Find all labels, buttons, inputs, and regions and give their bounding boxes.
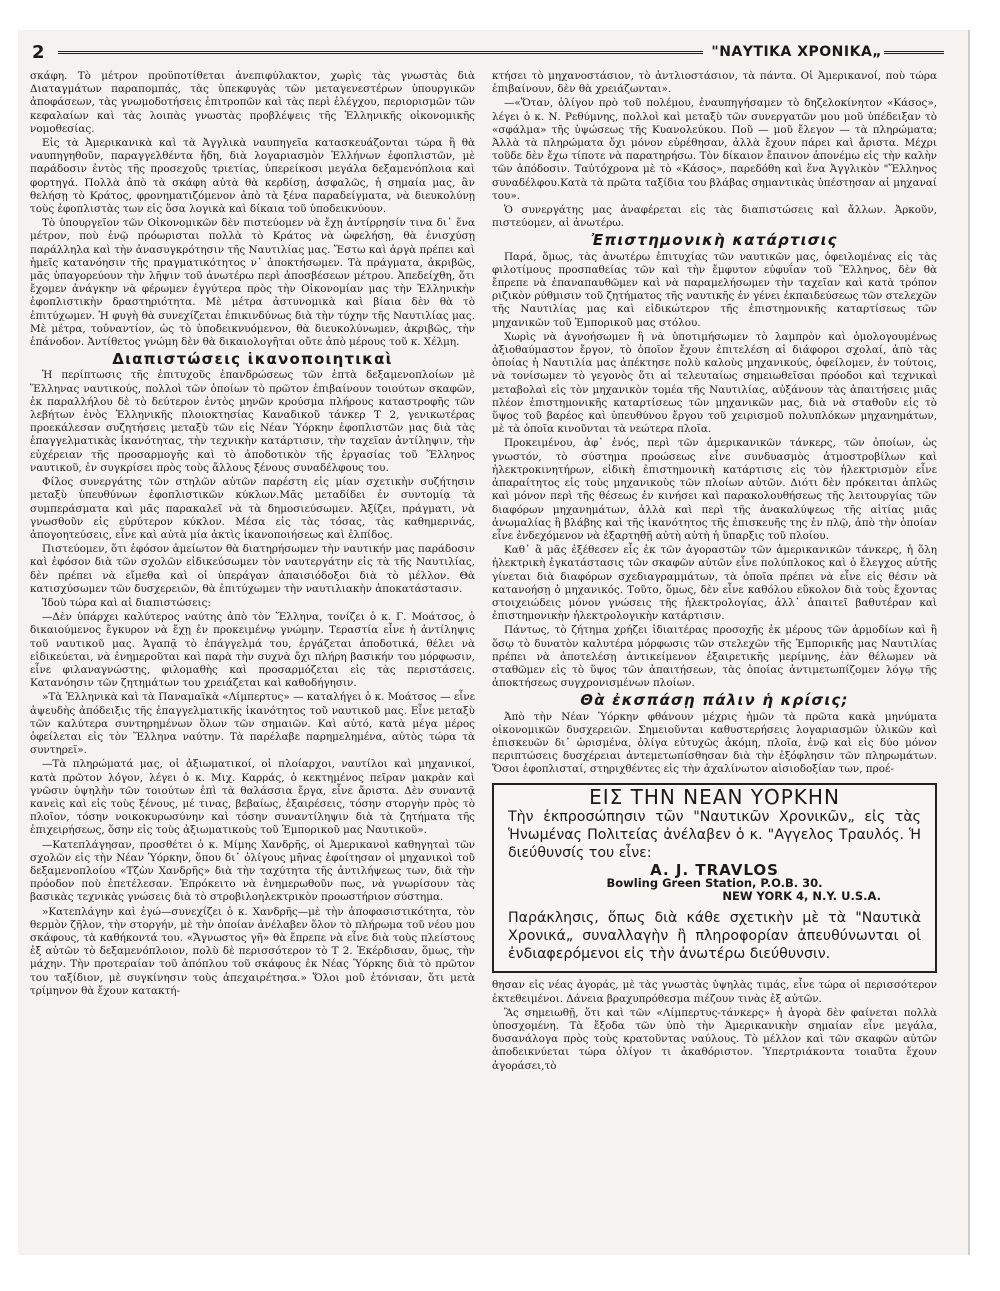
paragraph: —Κατεπλάγησαν, προσθέτει ὁ κ. Μίμης Χανδρῆς, οἱ Ἀμερικανοὶ καθηγηταὶ τῶν σχολῶν εἰς τὴν Νέαν Ὑόρκην, ὅπου δι᾽ ὀλίγους μῆνας ἐφοίτησαν οἱ μηχανικοὶ τοῦ δεξαμενοπλοίου «Τζὼν Χανδρῆς» διὰ τὴν ταχύτητα τῆς ἀντιλήψεως των, διὰ τὴν πρόοδον ποὺ ἐπετέλεσαν. Ἐπρόκειτο νὰ ἐνημερωθοῦν πως, νὰ γνωρίσουν τὰς βασικὰς τεχνικὰς γνώσεις διὰ τὸ στροβιλοηλεκτρικὸν προωστήριον σύστημα. [30,838,475,904]
paragraph: Πιστεύομεν, ὅτι ἐφόσον ἀμείωτον θὰ διατηρήσωμεν τὴν ναυτικήν μας παράδοσιν καὶ ἐφόσον διὰ τῶν σχολῶν εἰδικεύσωμεν τὸν ναυτεργάτην εἰς τὰ τῆς Ναυτιλίας, δὲν πρέπει νὰ εἴμεθα καὶ οἱ ὑπεράγαν ἀπαισιόδοξοι διὰ τὸ μέλλον. Θὰ κατισχύσωμεν τῶν δυσχερειῶν, θὰ ἐπιτύχωμεν τὴν ναυτιλιακὴν ἀποκατάστασιν. [30,543,475,595]
paragraph: Χωρὶς νὰ ἀγνοήσωμεν ἢ νὰ ὑποτιμήσωμεν τὸ λαμπρὸν καὶ ὁμολογουμένως ἀξιοθαύμαστον ἔργον, τὸ ὁποῖον ἔχουν ἐπιτελέση αἱ διάφοροι σχολαί, ἀπὸ τὰς ὁποίας ἡ Ναυτιλία μας ἀπέκτησε πολὺ καλοὺς μηχανικούς, ὀφείλομεν, ἐν τούτοις, νὰ τονίσωμεν τὸ γεγονὸς ὅτι αἱ τελευταίως σημειωθεῖσαι πρόοδοι καὶ τεχνικαὶ μεταβολαὶ εἰς τὸν μηχανικὸν τομέα τῆς Ναυτιλίας, αὐξάνουν τὰς ἀπαιτήσεις μιᾶς πλέον ἐπιστημονικῆς καταρτίσεως τῶν μηχανικῶν μας, διὰ νὰ σταθοῦν εἰς τὸ ὕψος τοῦ βαρέος καὶ ὑπευθύνου ἔργου τοῦ χειρισμοῦ πολυπλόκων μηχανημάτων, μὲ τὰ ὁποῖα κινοῦνται τὰ νεώτερα πλοῖα. [492,330,937,436]
announcement-body: Τὴν ἐκπροσώπησιν τῶν "Ναυτικῶν Χρονικῶν„ εἰς τὰς Ἡνωμένας Πολιτείας ἀνέλαβεν ὁ κ. "Αγγελος Τραυλός. Ἡ διεύθυνσίς του εἶνε: [508,808,921,861]
announcement-title: ΕΙΣ ΤΗΝ ΝΕΑΝ ΥΟΡΚΗΝ [589,784,840,809]
paragraph: θησαν εἰς νέας ἀγοράς, μὲ τὰς γνωστὰς ὑψηλὰς τιμάς, εἶνε τώρα οἱ περισσότερον ἐκτεθειμένοι. Δάνεια βραχυπρόθεσμα πιέζουν τινὰς ἐξ αὐτῶν. [492,979,937,1005]
paragraph: —Τὰ πληρώματά μας, οἱ ἀξιωματικοί, οἱ πλοίαρχοι, ναυτίλοι καὶ μηχανικοί, κατὰ πρῶτον λόγον, λέγει ὁ κ. Μιχ. Καρράς, ὁ κεκτημένος πεῖραν μακρὰν καὶ γνῶσιν ὑψηλὴν τῶν τοιούτων ἐπὶ τὰ θαλάσσια ἔργα, εἶνε ἄριστα. Δὲν συναντᾷ κανεὶς καὶ εἰς τοὺς ξένους, μέ τινας, βεβαίως, ἐξαιρέσεις, τόσην στοργὴν πρὸς τὸ πλοῖον, τόσην νοικοκυρωσύνην καὶ τόσην συναντίληψιν διὰ τὰ ζητήματα τῆς ἐπιχειρήσεως, ὅσην εἰς τοὺς ἀξιωματικοὺς τοῦ Ἐμπορικοῦ μας Ναυτικοῦ». [30,758,475,837]
left-column [30,70,475,999]
address-line: Bowling Green Station, P.O.B. 30. [606,875,823,890]
page-header [32,40,952,64]
paragraph: Πάντως, τὸ ζήτημα χρήζει ἰδιαιτέρας προσοχῆς ἐκ μέρους τῶν ἁρμοδίων καὶ ἢ ὅσῳ τὸ δυνατὸν καλυτέρα μόρφωσις τῶν στελεχῶν τῆς Ἐμπορικῆς μας Ναυτιλίας πρέπει νὰ ἀποτελέσῃ ἀντικείμενον ἐξαιρετικῆς μερίμνης, ἐὰν θέλωμεν νὰ σταθῶμεν εἰς τὸ ὕψος τῶν ἀπαιτήσεων, τὰς ὁποίας ἀντιμετωπίζομεν λόγῳ τῆς ἀποκτήσεως συγχρονισμένων πλοίων. [492,624,937,690]
right-column [492,70,937,1074]
paragraph: »Κατεπλάγην καὶ ἐγώ—συνεχίζει ὁ κ. Χανδρῆς—μὲ τὴν ἀποφασιστικότητα, τὸν θερμὸν ζῆλον, τὴν στοργήν, μὲ τὴν ὁποίαν ἀνέλαβεν ὅλον τὸ πλήρωμα τοῦ νέου μου σκάφους, τὰ καθήκοντά του. «Ἄγνωστος γῆ» θὰ ἔπρεπε νὰ εἶνε διὰ τοὺς πλείστους ἐξ αὐτῶν τὸ δεξαμενόπλοιον, πολὺ δὲ περισσότερον τὸ Τ 2. Ἐκέρδισαν, ὅμως, τὴν μάχην. Τὴν προτεραίαν τοῦ ἀπόπλου τοῦ σκάφους ἐκ Νέας Ὑόρκης διὰ τὸ πρῶτον του ταξίδιον, μὲ συγκίνησιν τοὺς ἀπεχαιρέτησα.» Ὅλοι μοῦ ἐτόνισαν, ὅτι μετὰ τρίμηνον θὰ ἔχουν κατακτή- [30,905,475,997]
section-heading: Διαπιστώσεις ἱκανοποιητικαὶ [112,350,393,369]
announcement-box [492,783,937,974]
paragraph: Εἰς τὰ Ἀμερικανικὰ καὶ τὰ Ἀγγλικὰ ναυπηγεῖα κατασκευάζονται τώρα ἢ θὰ ναυπηγηθοῦν, παραγγελθέντα ἤδη, διὰ λογαριασμὸν Ἑλλήνων ἐφοπλιστῶν, μὲ παράδοσιν ἐντὸς τῆς προσεχοῦς τριετίας, ὑπερείκοσι μεγάλα δεξαμενόπλοια καὶ φορτηγά. Πολλὰ ἀπὸ τὰ σκάφη αὐτὰ θὰ κερδίσῃ, ἀσφαλῶς, ἡ σημαία μας, ἂν θελήσῃ τὸ Κράτος, φρονηματιζόμενον ἀπὸ τὰ ξένα παραδείγματα, νὰ διευκολύνῃ τοὺς ἐφοπλιστὰς των εἰς ὅσα λογικὰ καὶ δίκαια τοῦ ὑποδεικνύουν. [30,137,475,216]
paragraph: Προκειμένου, ἀφ᾽ ἑνός, περὶ τῶν ἀμερικανικῶν τάνκερς, τῶν ὁποίων, ὡς γνωστόν, τὸ σύστημα προώσεως εἶνε συνδυασμὸς ἀτμοστροβίλων καὶ ἠλεκτροκινητήρων, εἰδικὴ ἐπιστημονικὴ κατάρτισις εἰς τὸν ἠλεκτρισμὸν εἶνε ἀπαραίτητος εἰς τοὺς μηχανικοὺς τῶν πλοίων αὐτῶν. Διότι δὲν πρόκειται ἁπλῶς καὶ μόνον περὶ τῆς θέσεως ἐν κινήσει καὶ παρακολουθήσεως τῆς λειτουργίας τῶν διαφόρων μηχανημάτων, ἀλλὰ καὶ περὶ τῆς ἀνακαλύψεως τῆς αἰτίας μιᾶς ἀνωμαλίας ἢ βλάβης καὶ τῆς ἱκανότητος τῆς ἐπισκευῆς της ἐν πλῷ, ἀπὸ τὴν ὁποίαν εἶνε ἐνδεχόμενον νὰ ἐξαρτηθῇ αὐτὴ αὐτὴ ἡ ὕπαρξις τοῦ πλοίου. [492,437,937,542]
paragraph: κτήσει τὸ μηχανοστάσιον, τὸ ἀντλιοστάσιον, τὰ πάντα. Οἱ Ἀμερικανοί, ποὺ τώρα ἐπιβαίνουν, δὲν θὰ χρειάζωνται». [492,70,937,96]
header-rule-right [884,51,944,54]
page-number: 2 [32,41,45,63]
paragraph: Φίλος συνεργάτης τῶν στηλῶν αὐτῶν παρέστη εἰς μίαν σχετικὴν συζήτησιν μεταξὺ ὑπευθύνων ἐφοπλιστικῶν κύκλων.Μᾶς μεταδίδει ἐν συντομίᾳ τὰ συμπεράσματα καὶ μᾶς παρακαλεῖ νὰ τὰ δημοσιεύσωμεν. Ἀξίζει, πράγματι, νὰ γνωσθοῦν εἰς εὐρύτερον κύκλον. Μέσα εἰς τὰς τόσας, τὰς καθημερινάς, ἀπογοητεύσεις, εἶνε καὶ αὐτὰ μία ἀκτὶς ἱκανοποιήσεως καὶ ἐλπίδος. [30,476,475,541]
paragraph: Ἡ περίπτωσις τῆς ἐπιτυχοῦς ἐπανδρώσεως τῶν ἑπτὰ δεξαμενοπλοίων μὲ Ἕλληνας ναυτικούς, πολλοὶ τῶν ὁποίων τὸ πρῶτον ἐπιβαίνουν τοιούτων σκαφῶν, ἐκ παραλλήλου δὲ τὸ δεύτερον ἐντὸς μηνῶν κρούσμα πλήρους καταστροφῆς τῶν λεβήτων ἑνὸς Ἑλληνικῆς πλοιοκτησίας Καναδικοῦ τάνκερ Τ 2, γενικωτέρας προεκάλεσαν συζητήσεις μεταξὺ τῶν εἰς Νέαν Ὑόρκην ἐφοπλιστῶν μας διὰ τὰς ἐπαγγελματικὰς ἱκανότητας, τὴν τεχνικὴν κατάρτισιν, τὴν ταχεῖαν ἀντίληψιν, τὴν εὐχέρειαν τῆς προσαρμογῆς καὶ τὸ ἀποδοτικὸν τῆς ἐργασίας τοῦ Ἕλληνος ναυτικοῦ, ἐν συγκρίσει πρὸς τοὺς ἄλλους ξένους συναδέλφους του. [30,369,475,474]
paragraph: —Δὲν ὑπάρχει καλύτερος ναύτης ἀπὸ τὸν Ἕλληνα, τονίζει ὁ κ. Γ. Μοάτσος, ὁ δικαιούμενος ἔγκυρον νὰ ἔχῃ ἐν προκειμένῳ γνώμην. Τεραστία εἶνε ἡ ἀντίληψις τοῦ ναυτικοῦ μας. Ἀγαπᾷ τὸ ἐπάγγελμά του, ἐργάζεται ἀποδοτικά, θέλει νὰ εἰδικεύεται, νὰ ἐνημεροῦται καὶ παρὰ τὴν συχνὰ ὄχι πλήρη βασικήν του μόρφωσιν, εἶνε φιλαναγνώστης, φιλομαθὴς καὶ προσαρμόζεται εἰς τὰς περιστάσεις. Κατανόησιν τῶν ζητημάτων του χρειάζεται καὶ καθοδήγησιν. [30,611,475,690]
address-name: A. J. TRAVLOS [650,860,779,879]
paragraph: »Τὰ Ἑλληνικὰ καὶ τὰ Παναμαϊκὰ «Λίμπερτυς» — καταλήγει ὁ κ. Μοάτσος — εἶνε ἀψευδὴς ἀπόδειξις τῆς ἐπαγγελματικῆς ἱκανότητος τοῦ ναυτικοῦ μας. Εἶνε μεταξὺ τῶν καλύτερα συντηρημένων ὅλων τῶν σημαιῶν. Καὶ αὐτό, κατὰ μέγα μέρος ὀφείλεται εἰς τὸν Ἕλληνα ναύτην. Τὰ παρέλαβε παρημελημένα, αὐτὸς τώρα τὰ συντηρεῖ». [30,691,475,757]
paragraph: Παρά, ὅμως, τὰς ἀνωτέρω ἐπιτυχίας τῶν ναυτικῶν μας, ὀφειλομένας εἰς τὰς φιλοτίμους προσπαθείας τῶν καὶ τὴν ἔμφυτον εὐφυΐαν τοῦ Ἕλληνος, δὲν θὰ ἔπρεπε νὰ ἐπαναπαυθῶμεν καὶ νὰ παραμελήσωμεν τὴν ταχεῖαν καὶ κατὰ τρόπον ριζικὸν ρύθμισιν τοῦ ζητήματος τῆς ναυτικῆς ἐν γένει ἐκπαιδεύσεως τῶν στελεχῶν τῆς Ναυτιλίας μας καὶ εἰδικώτερον τῆς ἐπιστημονικῆς καταρτίσεως τῶν μηχανικῶν τοῦ Ἐμπορικοῦ μας στόλου. [492,250,937,329]
paragraph: —«Ὅταν, ὀλίγον πρὸ τοῦ πολέμου, ἐναυπηγήσαμεν τὸ δηζελοκίνητον «Κάσος», λέγει ὁ κ. Ν. Ρεθύμνης, πολλοὶ καὶ μεταξὺ τῶν συνεργατῶν μου μοῦ ὑπέδειξαν τὸ «σφάλμα» τῆς ὑψώσεως τῆς Κυανολεύκου. Ποῦ — μοῦ ἔλεγον — τὰ πληρώματα; Ἀλλὰ τὰ πληρώματα ὄχι μόνον εὑρέθησαν, ἀλλὰ ἔχουν πάρει καὶ ἄριστα. Μέχρι τοῦδε δὲν ἔχω τίποτε νὰ παρατηρήσω. Τὸν δίκαιον ἔπαινον ἀπονέμω εἰς τὴν καλὴν τῶν ἀπόδοσιν. Ταὐτόχρονα μὲ τὸ «Κάσος», παρεδόθη καὶ ἕνα Ἀγγλικὸν "Ἕλληνος συναδέλφου.Κατὰ τὰ πρῶτα ταξίδια του βλάβας σημαντικὰς ὑπέστησαν αἱ μηχαναί του». [492,97,937,202]
paragraph: Ἂς σημειωθῇ, ὅτι καὶ τῶν «Λίμπερτυς-τάνκερς» ἡ ἀγορὰ δὲν φαίνεται πολλὰ ὑποσχομένη. Τὰ ἔξοδα τῶν ὑπὸ τὴν Ἀμερικανικὴν σημαίαν εἶνε μεγάλα, δυσανάλογα πρὸς τοὺς κρατοῦντας ναύλους. Τὸ μέλλον καὶ τῶν σκαφῶν αὐτῶν ἀποδεικνύεται τώρα ὀλίγον τι ἀκαθόριστον. Ὑπερτριάκοντα τοιαῦτα ἔχουν ἀγοράσει,τὸ [492,1006,937,1072]
address-city: NEW YORK 4, N.Y. U.S.A. [722,889,881,904]
paragraph: Τὸ ὑπουργεῖον τῶν Οἰκονομικῶν δὲν πιστεύομεν νὰ ἔχῃ ἀντίρρησίν τινα δι᾽ ἕνα μέτρον, ποὺ ἐνῷ πρόωρισται πολλὰ τὸ Κράτος νὰ ὠφελήσῃ, θὰ ἐνισχύσῃ παράλληλα καὶ τὴν ἀνασυγκρότησιν τῆς Ναυτιλίας μας. Ἔστω καὶ ἀργὰ πρέπει καὶ ἡμεῖς κατανόησιν τῆς πραγματικότητος ν᾽ ἀποκτήσωμεν. Τὰ πράγματα, ἀκριβῶς, μᾶς ὑπαγορεύουν τὴν λῆψιν τοῦ ἀνωτέρω περὶ ἀποσβέσεων μέτρου. Ἀπεδείχθη, ὅτι ἔχομεν ἀνάγκην νὰ φέρωμεν ἐγγύτερα πρὸς τὴν Οἰκονομίαν μας τὴν Ἑλληνικὴν ἐφοπλιστικὴν δραστηριότητα. Μὲ μέτρα ἀστυνομικὰ καὶ βίαια δὲν θὰ τὸ ἐπιτύχωμεν. Ἡ φυγὴ θὰ συνεχίζεται ἐπικινδύνως διὰ τὴν τύχην τῆς Ναυτιλίας μας. Μὲ μέτρα, τοὐναντίον, ὡς τὸ ὑποδεικνυόμενον, θὰ διευκολύνωμεν, ἀκριβῶς, τὴν ἐπάνοδον. Ἀντίθετος γνώμη δὲν θὰ δικαιολογῆται οὔτε ἀπὸ μέρους τοῦ κ. Χέλμη. [30,217,475,349]
paragraph: σκάφη. Τὸ μέτρον προϋποτίθεται ἀνεπιφύλακτον, χωρὶς τὰς γνωστὰς διὰ Διαταγμάτων παραπομπάς, τὰς ὑπεκφυγὰς τῶν μεταγενεστέρων ὑπουργικῶν ἀποφάσεων, τὰς γνωμοδοτήσεις ἐπιτροπῶν καὶ τὰς περὶ ἐλέγχου, περιορισμῶν τῶν κεφαλαίων καὶ τὰς λοιπὰς γνωστὰς προβλέψεις τῆς Ἑλληνικῆς οἰκονομικῆς νομοθεσίας. [30,70,475,135]
section-heading: Θὰ ἐκσπάσῃ πάλιν ἡ κρίσις; [580,691,849,710]
paragraph: Ἰδοὺ τώρα καὶ αἱ διαπιστώσεις: [42,596,211,609]
section-heading: Ἐπιστημονικὴ κατάρτισις [591,231,838,250]
paragraph: Ἀπὸ τὴν Νέαν Ὑόρκην φθάνουν μέχρις ἡμῶν τὰ πρῶτα κακὰ μηνύματα οἰκονομικῶν δυσχερειῶν. Σημειοῦνται καθυστερήσεις λογαριασμῶν ὑλικῶν καὶ ἐπισκευῶν δι᾽ ὡρισμένα, ὀλίγα εὐτυχῶς ἀκόμη, πλοῖα, ἐνῷ καὶ εἰς δύο μόνον περιπτώσεις δυσχέρειαι ἀντεμετωπίσθησαν διὰ τὴν ἐξόφλησιν τῶν πληρωμάτων. Ὅσοι ἐφοπλισταί, στηριχθέντες εἰς τὴν ἀχαλίνωτον αἰσιοδοξίαν των, προέ- [492,710,937,776]
announcement-note: Παράκλησις, ὅπως διὰ κάθε σχετικὴν μὲ τὰ "Ναυτικὰ Χρονικά„ συναλλαγὴν ἢ πληροφορίαν ἀπευθύνωνται οἱ ἐνδιαφερόμενοι εἰς τὴν ἀνωτέρω διεύθυνσιν. [508,910,921,963]
paragraph: Καθ᾽ ἃ μᾶς ἐξέθεσεν εἷς ἐκ τῶν ἀγοραστῶν τῶν ἀμερικανικῶν τάνκερς, ἡ ὅλη ἠλεκτρικὴ ἐγκατάστασις τῶν σκαφῶν αὐτῶν εἶνε πολύπλοκος καὶ ὁ ἔλεγχος αὐτῆς γίνεται διὰ διαφόρων σχεδιαγραμμάτων, τὰ ὁποῖα πρέπει νὰ εἶνε εἰς θέσιν νὰ κατανοήσῃ ὁ μηχανικός. Τοῦτο, ὅμως, δὲν εἶνε καθόλου εὔκολον διὰ τοὺς ἔχοντας στοιχειώδεις μόνον γνώσεις τῆς ἠλεκτρολογίας, ἀλλ᾽ ἀπαιτεῖ βαθυτέραν καὶ ἐπιστημονικὴν ἠλεκτρολογικὴν κατάρτισιν. [492,544,937,623]
header-rule-left [58,51,703,54]
masthead-title: "ΝΑΥΤΙΚΑ ΧΡΟΝΙΚΑ„ [711,44,882,60]
newspaper-page [18,30,970,1255]
paragraph: Ὁ συνεργάτης μας ἀναφέρεται εἰς τὰς διαπιστώσεις καὶ ἄλλων. Ἀρκοῦν, πιστεύομεν, αἱ ἀνωτέρω. [492,204,937,230]
